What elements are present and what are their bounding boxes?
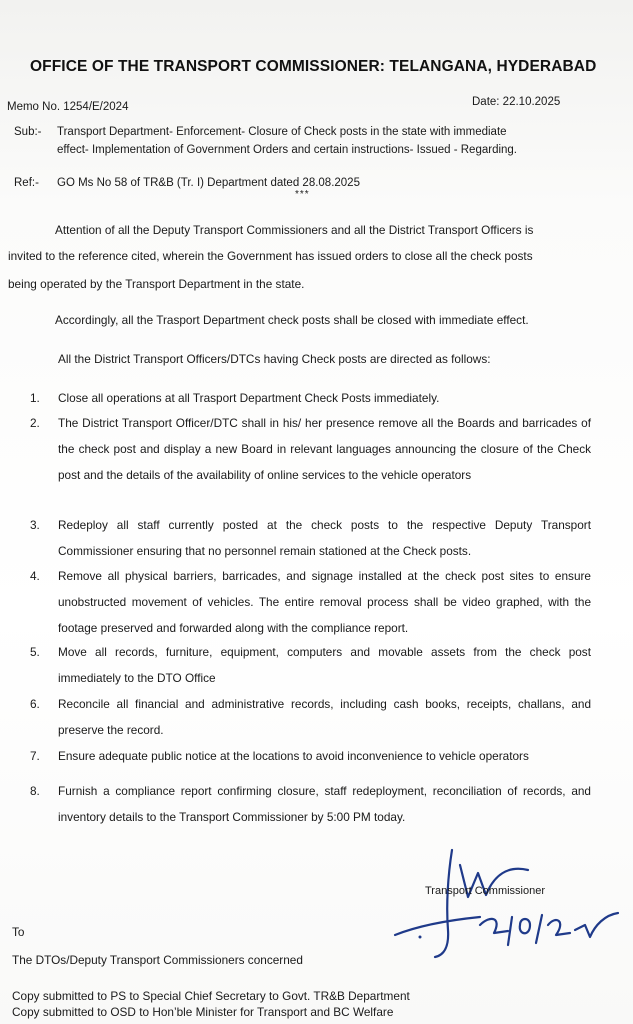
reference-label: Ref:-	[14, 177, 39, 189]
item-number: 6.	[30, 697, 40, 711]
signature-dot	[419, 936, 422, 939]
para1-line1: Attention of all the Deputy Transport Commissioners and all the District Transport Officers is	[55, 223, 534, 237]
reference-block	[0, 174, 633, 194]
para2: Accordingly, all the Trasport Department check posts shall be closed with immediate effect.	[55, 313, 529, 327]
to-label: To	[12, 925, 25, 939]
item-number: 8.	[30, 784, 40, 798]
signature-stroke	[548, 920, 570, 935]
item-number: 7.	[30, 749, 40, 763]
office-title: OFFICE OF THE TRANSPORT COMMISSIONER: TELANGANA, HYDERABAD	[30, 58, 597, 75]
para1-line2: invited to the reference cited, wherein the Government has issued orders to close all the check posts	[8, 249, 533, 263]
item-text: Furnish a compliance report confirming closure, staff redeployment, reconciliation of records, and inventory details to the Transport Commissioner by 5:00 PM today.	[58, 784, 591, 824]
item-text: Ensure adequate public notice at the locations to avoid inconvenience to vehicle operators	[58, 749, 529, 763]
signature-stroke	[520, 919, 530, 933]
memo-date: Date: 22.10.2025	[472, 96, 561, 108]
handwritten-signature	[390, 845, 620, 965]
signature-stroke	[536, 915, 542, 943]
reference-text: GO Ms No 58 of TR&B (Tr. I) Department dated 28.08.2025	[57, 177, 360, 189]
subject-label: Sub:-	[14, 126, 42, 138]
memo-number: Memo No. 1254/E/2024	[7, 101, 129, 113]
para3: All the District Transport Officers/DTCs having Check posts are directed as follows:	[58, 352, 491, 366]
subject-line-1: Transport Department- Enforcement- Closure of Check posts in the state with immediate	[57, 126, 507, 138]
item-number: 4.	[30, 569, 40, 583]
signatory-designation: Transport Commissioner	[425, 885, 546, 897]
separator-stars: ***	[295, 189, 310, 200]
item-number: 5.	[30, 645, 40, 659]
item-text: Redeploy all staff currently posted at the check posts to the respective Deputy Transport Commissioner ensuring that no personnel remain stationed at the Check posts.	[58, 518, 591, 558]
signature-stroke	[575, 913, 618, 937]
subject-line-2: effect- Implementation of Government Orders and certain instructions- Issued - Regarding.	[57, 144, 518, 156]
copy-to-line: Copy submitted to PS to Special Chief Secretary to Govt. TR&B Department	[12, 989, 410, 1003]
signature-stroke	[480, 919, 508, 933]
item-number: 2.	[30, 416, 40, 430]
copy-to-line: Copy submitted to OSD to Hon’ble Minister for Transport and BC Welfare	[12, 1005, 394, 1019]
item-number: 3.	[30, 518, 40, 532]
item-text: Move all records, furniture, equipment, computers and movable assets from the check post immediately to the DTO Office	[58, 645, 591, 685]
item-text: The District Transport Officer/DTC shall in his/ her presence remove all the Boards and barricades of the check post and display a new Board in relevant languages announcing the closure of the Check post and the details of the availability of online services to the vehicle operators	[58, 416, 591, 482]
item-text: Reconcile all financial and administrative records, including cash books, receipts, challans, and preserve the record.	[58, 697, 591, 737]
item-text: Close all operations at all Trasport Department Check Posts immediately.	[58, 391, 440, 405]
item-number: 1.	[30, 391, 40, 405]
recipient: The DTOs/Deputy Transport Commissioners concerned	[12, 953, 303, 967]
item-text: Remove all physical barriers, barricades, and signage installed at the check post sites to ensure unobstructed movement of vehicles. The entire removal process shall be video graphed, with the footage preserved and forwarded along with the compliance report.	[58, 569, 591, 635]
subject-block	[0, 123, 633, 163]
signature-stroke	[435, 850, 452, 957]
para1-line3: being operated by the Transport Department in the state.	[8, 277, 305, 291]
signature-stroke	[395, 917, 480, 935]
